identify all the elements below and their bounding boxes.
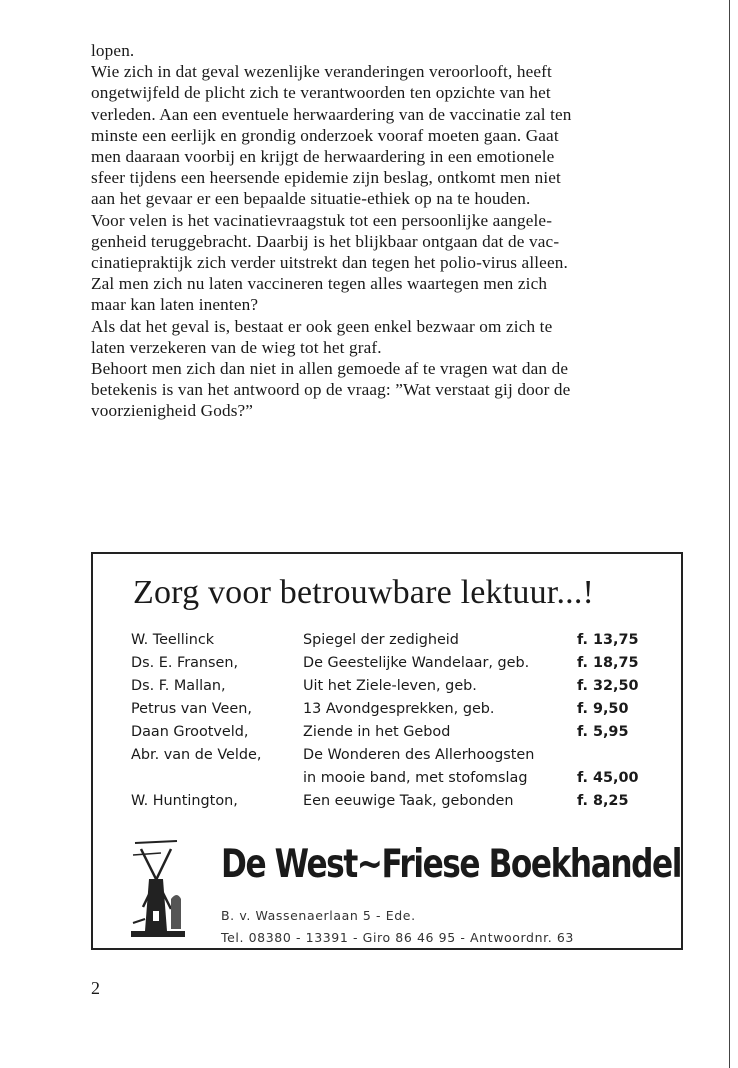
book-price: f. 45,00 [577,770,639,786]
book-row [131,632,651,655]
body-line: lopen. [91,41,135,60]
ad-title: Zorg voor betrouwbare lektuur...! [133,574,595,611]
book-price: f. 9,50 [577,701,629,717]
store-name: De West~Friese Boekhandel [221,842,681,887]
windmill-logo-icon [131,839,185,937]
book-author: Ds. F. Mallan, [131,678,226,694]
bookstore-advertisement [91,552,683,950]
book-row [131,655,651,678]
book-author: Ds. E. Fransen, [131,655,239,671]
body-line: Wie zich in dat geval wezenlijke veranderingen veroorlooft, heeft [91,62,552,82]
book-title: Uit het Ziele-leven, geb. [303,678,477,694]
page-edge-line [729,0,730,1068]
body-line: Zal men zich nu laten vaccineren tegen alles waartegen men zich [91,274,548,294]
page-number: 2 [91,978,100,998]
body-line: voorzienigheid Gods?” [91,401,254,421]
book-price: f. 13,75 [577,632,639,648]
book-title: De Wonderen des Allerhoogsten [303,747,535,763]
book-row [131,793,651,816]
book-author: W. Huntington, [131,793,238,809]
body-line: sfeer tijdens een heersende epidemie zijn beslag, ontkomt men niet [91,168,561,188]
book-list [131,632,651,816]
book-row [131,701,651,724]
body-line: aan het gevaar er een bepaalde situatie-ethiek op na te houden. [91,189,531,209]
book-author: Daan Grootveld, [131,724,249,740]
book-author: W. Teellinck [131,632,215,648]
body-line: genheid teruggebracht. Daarbij is het blijkbaar ontgaan dat de vac- [91,231,560,251]
body-line: Behoort men zich dan niet in allen gemoede af te vragen wat dan de [91,359,569,379]
body-line: betekenis is van het antwoord op de vraag: ”Wat verstaat gij door de [91,380,571,400]
store-address: B. v. Wassenaerlaan 5 - Ede. [221,908,416,923]
body-line: minste een eerlijk en grondig onderzoek vooraf moeten gaan. Gaat [91,125,559,145]
body-line: maar kan laten inenten? [91,295,259,315]
body-line: ongetwijfeld de plicht zich te verantwoorden ten opzichte van het [91,83,551,103]
body-line: cinatiepraktijk zich verder uitstrekt dan tegen het polio-virus alleen. [91,253,568,273]
body-text [91,40,711,422]
book-title: Spiegel der zedigheid [303,632,459,648]
book-price: f. 8,25 [577,793,629,809]
book-price: f. 18,75 [577,655,639,671]
book-author: Petrus van Veen, [131,701,252,717]
body-line: men daaraan voorbij en krijgt de herwaardering in een emotionele [91,147,555,167]
body-line: Als dat het geval is, bestaat er ook geen enkel bezwaar om zich te [91,316,553,336]
book-title: in mooie band, met stofomslag [303,770,528,786]
book-row [131,678,651,701]
body-line: Voor velen is het vacinatievraagstuk tot een persoonlijke aangele- [91,210,553,230]
store-contact: Tel. 08380 - 13391 - Giro 86 46 95 - Antwoordnr. 63 [221,930,574,945]
book-title: Een eeuwige Taak, gebonden [303,793,514,809]
book-title: De Geestelijke Wandelaar, geb. [303,655,530,671]
body-line: verleden. Aan een eventuele herwaardering van de vaccinatie zal ten [91,104,572,124]
body-line: laten verzekeren van de wieg tot het graf. [91,337,382,357]
book-title: 13 Avondgesprekken, geb. [303,701,495,717]
book-price: f. 5,95 [577,724,629,740]
book-author: Abr. van de Velde, [131,747,262,763]
book-price: f. 32,50 [577,678,639,694]
book-row [131,724,651,747]
book-row [131,770,651,793]
book-title: Ziende in het Gebod [303,724,451,740]
book-row [131,747,651,770]
